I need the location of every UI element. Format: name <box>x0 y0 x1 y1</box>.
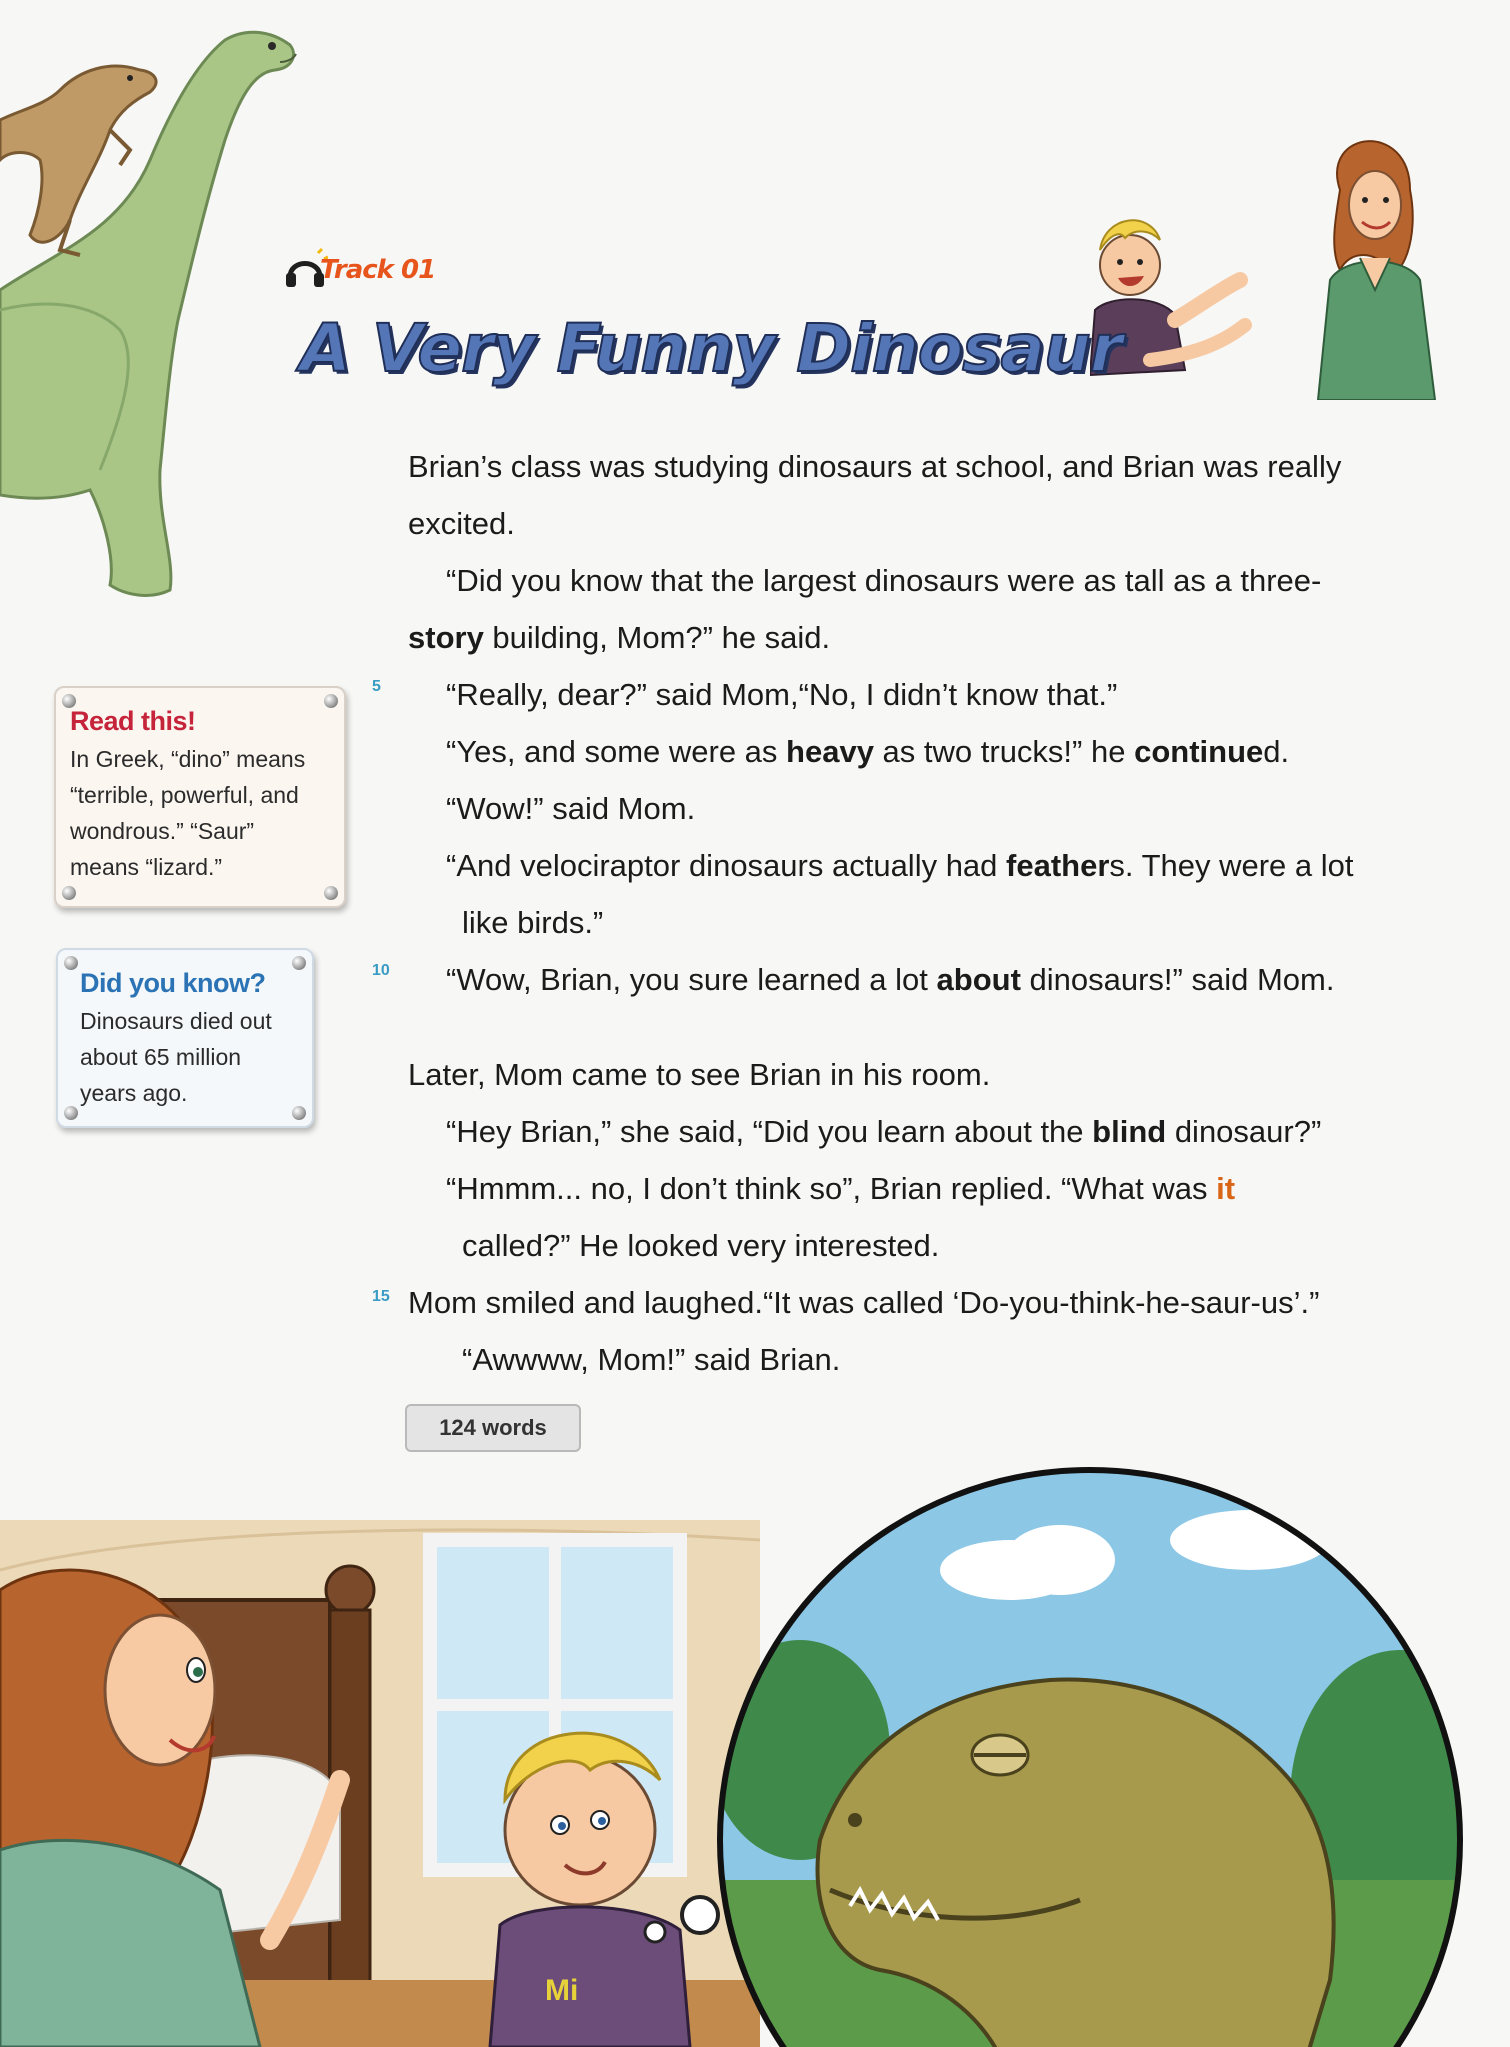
pin-icon <box>292 956 306 970</box>
line-number: 15 <box>372 1288 390 1305</box>
highlighted-word: it <box>1216 1171 1236 1206</box>
pin-icon <box>62 886 76 900</box>
vocab-word: continue <box>1134 734 1264 769</box>
story-line: “Hmmm... no, I don’t think so”, Brian replied. “What was it <box>446 1171 1236 1206</box>
vocab-word: about <box>936 962 1021 997</box>
story-line: Mom smiled and laughed.“It was called ‘Do-you-think-he-saur-us’.” <box>408 1285 1320 1320</box>
page-title: A Very Funny Dinosaur <box>300 310 1122 387</box>
vocab-word: heavy <box>786 734 874 769</box>
track-badge[interactable] <box>282 240 435 300</box>
story-line: “Hey Brian,” she said, “Did you learn about the blind dinosaur?” <box>446 1114 1322 1149</box>
pin-icon <box>324 886 338 900</box>
dinosaur-illustration <box>0 0 330 620</box>
story-line: Later, Mom came to see Brian in his room. <box>408 1057 991 1092</box>
did-you-know-line: about 65 million <box>80 1044 242 1070</box>
read-this-note <box>54 686 346 908</box>
story-line: Brian’s class was studying dinosaurs at school, and Brian was really <box>408 449 1342 484</box>
read-this-line: “terrible, powerful, and <box>70 782 299 808</box>
pin-icon <box>324 694 338 708</box>
story-line: like birds.” <box>462 905 604 940</box>
read-this-line: wondrous.” “Saur” <box>70 818 255 844</box>
story-line: “Awwww, Mom!” said Brian. <box>462 1342 841 1377</box>
did-you-know-note <box>56 948 314 1128</box>
story-line: “Did you know that the largest dinosaurs were as tall as a three- <box>446 563 1322 598</box>
story-line: called?” He looked very interested. <box>462 1228 940 1263</box>
story-line: “Wow, Brian, you sure learned a lot about dinosaurs!” said Mom. <box>446 962 1335 997</box>
shirt-text: Mi <box>545 1974 579 2007</box>
bedroom-thought-bubble-illustration <box>0 1420 1510 2047</box>
story-line: “Wow!” said Mom. <box>446 791 696 826</box>
read-this-title: Read this! <box>70 706 196 736</box>
did-you-know-line: Dinosaurs died out <box>80 1008 272 1034</box>
story-line: “Yes, and some were as heavy as two trucks!” he continued. <box>446 734 1290 769</box>
story-line: excited. <box>408 506 515 541</box>
line-number: 5 <box>372 678 381 695</box>
did-you-know-title: Did you know? <box>80 968 266 998</box>
vocab-word: feather <box>1006 848 1110 883</box>
pin-icon <box>64 956 78 970</box>
pin-icon <box>64 1106 78 1120</box>
pin-icon <box>62 694 76 708</box>
vocab-word: story <box>408 620 484 655</box>
read-this-line: means “lizard.” <box>70 854 223 880</box>
story-line: story building, Mom?” he said. <box>408 620 831 655</box>
line-number: 10 <box>372 962 390 979</box>
brian-and-mom-illustration <box>1090 130 1470 400</box>
word-count-badge: 124 words <box>405 1404 581 1452</box>
read-this-line: In Greek, “dino” means <box>70 746 306 772</box>
did-you-know-line: years ago. <box>80 1080 188 1106</box>
story-line: “And velociraptor dinosaurs actually had feathers. They were a lot <box>446 848 1354 883</box>
pin-icon <box>292 1106 306 1120</box>
story-line: “Really, dear?” said Mom,“No, I didn’t know that.” <box>446 677 1118 712</box>
vocab-word: blind <box>1092 1114 1167 1149</box>
track-label: Track 01 <box>320 255 436 285</box>
